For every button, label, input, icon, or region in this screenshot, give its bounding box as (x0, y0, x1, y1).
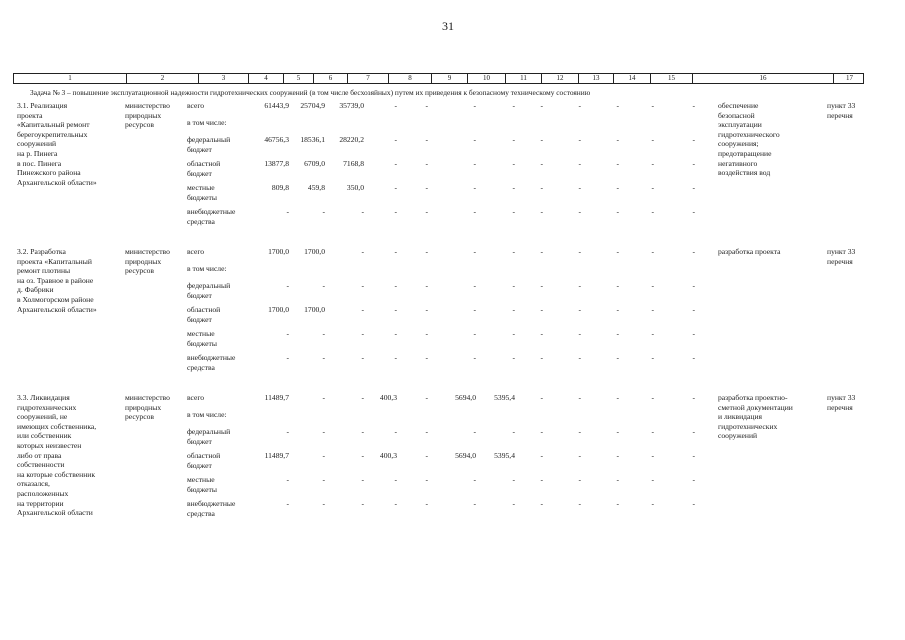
value-cell-c14: - (651, 183, 654, 192)
funding-source: местные бюджеты (187, 183, 217, 202)
value-cell-c12: - (578, 135, 581, 144)
value-cell-c4: - (286, 427, 289, 436)
value-cell-c14: - (651, 427, 654, 436)
value-cell-c4: 1700,0 (268, 247, 289, 256)
value-cell-c9: - (473, 475, 476, 484)
value-cell-c10: - (512, 305, 515, 314)
value-cell-c15: - (692, 159, 695, 168)
value-cell-c9: - (473, 207, 476, 216)
column-number-7: 7 (348, 74, 389, 83)
value-cell-c14: - (651, 281, 654, 290)
value-cell-c4: 1700,0 (268, 305, 289, 314)
value-cell-c11: - (540, 135, 543, 144)
value-cell-c13: - (616, 475, 619, 484)
value-cell-c14: - (651, 451, 654, 460)
value-cell-c11: - (540, 475, 543, 484)
funding-source: всего (187, 247, 205, 256)
value-cell-c5: - (322, 329, 325, 338)
value-cell-c7: 400,3 (379, 393, 397, 402)
value-cell-c8: - (425, 499, 428, 508)
value-cell-c8: - (425, 101, 428, 110)
value-cell-c11: - (540, 353, 543, 362)
value-cell-c15: - (692, 247, 695, 256)
funding-source: всего (187, 393, 205, 402)
value-cell-c7: - (394, 427, 397, 436)
value-cell-c14: - (651, 329, 654, 338)
column-number-1: 1 (14, 74, 127, 83)
value-cell-c11: - (540, 393, 543, 402)
value-cell-c14: - (651, 353, 654, 362)
executor: министерство природных ресурсов (125, 247, 170, 276)
value-cell-c12: - (578, 499, 581, 508)
value-cell-c12: - (578, 451, 581, 460)
value-cell-c8: - (425, 135, 428, 144)
value-cell-c10: - (512, 329, 515, 338)
funding-source: федеральный бюджет (187, 427, 231, 446)
value-cell-c10: - (512, 353, 515, 362)
value-cell-c15: - (692, 207, 695, 216)
value-cell-c6: - (361, 353, 364, 362)
executor: министерство природных ресурсов (125, 101, 170, 130)
funding-source: в том числе: (187, 264, 227, 273)
value-cell-c12: - (578, 329, 581, 338)
value-cell-c10: - (512, 159, 515, 168)
value-cell-c9: - (473, 353, 476, 362)
value-cell-c8: - (425, 207, 428, 216)
basis: пункт 33 перечня (827, 247, 856, 266)
value-cell-c11: - (540, 305, 543, 314)
value-cell-c5: - (322, 281, 325, 290)
value-cell-c6: 350,0 (346, 183, 364, 192)
value-cell-c5: 6709,0 (304, 159, 325, 168)
value-cell-c8: - (425, 183, 428, 192)
value-cell-c14: - (651, 499, 654, 508)
value-cell-c6: 7168,8 (343, 159, 364, 168)
value-cell-c7: - (394, 499, 397, 508)
value-cell-c7: 400,3 (379, 451, 397, 460)
value-cell-c10: - (512, 499, 515, 508)
value-cell-c7: - (394, 207, 397, 216)
value-cell-c7: - (394, 329, 397, 338)
executor: министерство природных ресурсов (125, 393, 170, 422)
funding-source: внебюджетные средства (187, 207, 236, 226)
value-cell-c15: - (692, 393, 695, 402)
value-cell-c13: - (616, 305, 619, 314)
value-cell-c6: - (361, 305, 364, 314)
activity-name: 3.1. Реализация проекта «Капитальный ремонт берегоукрепительных сооружений на р. Пинега в пос. Пинега Пинежского района Архангельской области» (17, 101, 97, 187)
value-cell-c9: - (473, 499, 476, 508)
value-cell-c6: - (361, 281, 364, 290)
value-cell-c8: - (425, 305, 428, 314)
value-cell-c11: - (540, 427, 543, 436)
value-cell-c13: - (616, 451, 619, 460)
value-cell-c15: - (692, 183, 695, 192)
value-cell-c14: - (651, 207, 654, 216)
value-cell-c4: 46756,3 (264, 135, 289, 144)
value-cell-c13: - (616, 499, 619, 508)
value-cell-c11: - (540, 247, 543, 256)
column-number-6: 6 (314, 74, 348, 83)
value-cell-c8: - (425, 329, 428, 338)
value-cell-c7: - (394, 353, 397, 362)
value-cell-c12: - (578, 353, 581, 362)
value-cell-c10: - (512, 247, 515, 256)
value-cell-c8: - (425, 281, 428, 290)
value-cell-c13: - (616, 135, 619, 144)
value-cell-c9: 5694,0 (455, 393, 476, 402)
value-cell-c6: - (361, 475, 364, 484)
value-cell-c6: 35739,0 (339, 101, 364, 110)
value-cell-c4: - (286, 329, 289, 338)
value-cell-c5: 1700,0 (304, 305, 325, 314)
value-cell-c4: - (286, 499, 289, 508)
value-cell-c8: - (425, 427, 428, 436)
value-cell-c10: - (512, 101, 515, 110)
funding-source: внебюджетные средства (187, 353, 236, 372)
value-cell-c13: - (616, 329, 619, 338)
value-cell-c7: - (394, 183, 397, 192)
value-cell-c8: - (425, 159, 428, 168)
value-cell-c5: 18536,1 (300, 135, 325, 144)
value-cell-c8: - (425, 247, 428, 256)
expected-result: обеспечение безопасной эксплуатации гидротехнического сооружения; предотвращение негативного воздействия вод (718, 101, 780, 178)
value-cell-c12: - (578, 159, 581, 168)
funding-source: областной бюджет (187, 305, 221, 324)
value-cell-c9: - (473, 329, 476, 338)
column-number-2: 2 (127, 74, 199, 83)
value-cell-c14: - (651, 135, 654, 144)
value-cell-c9: - (473, 183, 476, 192)
value-cell-c5: 25704,9 (300, 101, 325, 110)
value-cell-c11: - (540, 329, 543, 338)
value-cell-c9: - (473, 305, 476, 314)
value-cell-c9: - (473, 101, 476, 110)
value-cell-c13: - (616, 281, 619, 290)
value-cell-c10: - (512, 135, 515, 144)
value-cell-c10: - (512, 207, 515, 216)
value-cell-c6: - (361, 247, 364, 256)
value-cell-c13: - (616, 101, 619, 110)
value-cell-c10: 5395,4 (494, 451, 515, 460)
column-number-11: 11 (506, 74, 542, 83)
value-cell-c12: - (578, 281, 581, 290)
value-cell-c15: - (692, 475, 695, 484)
column-number-4: 4 (249, 74, 284, 83)
value-cell-c13: - (616, 183, 619, 192)
value-cell-c7: - (394, 159, 397, 168)
value-cell-c6: - (361, 393, 364, 402)
value-cell-c12: - (578, 393, 581, 402)
value-cell-c8: - (425, 475, 428, 484)
funding-source: местные бюджеты (187, 475, 217, 494)
value-cell-c10: 5395,4 (494, 393, 515, 402)
column-number-9: 9 (432, 74, 468, 83)
basis: пункт 33 перечня (827, 101, 856, 120)
column-number-10: 10 (468, 74, 506, 83)
funding-source: областной бюджет (187, 159, 221, 178)
value-cell-c15: - (692, 329, 695, 338)
value-cell-c4: - (286, 353, 289, 362)
value-cell-c7: - (394, 281, 397, 290)
value-cell-c9: - (473, 247, 476, 256)
value-cell-c4: - (286, 281, 289, 290)
value-cell-c11: - (540, 499, 543, 508)
value-cell-c4: - (286, 207, 289, 216)
value-cell-c4: 61443,9 (264, 101, 289, 110)
value-cell-c15: - (692, 305, 695, 314)
value-cell-c7: - (394, 247, 397, 256)
value-cell-c5: - (322, 427, 325, 436)
value-cell-c11: - (540, 101, 543, 110)
value-cell-c4: 13877,8 (264, 159, 289, 168)
value-cell-c8: - (425, 393, 428, 402)
value-cell-c12: - (578, 475, 581, 484)
column-number-row (13, 73, 864, 84)
value-cell-c5: - (322, 393, 325, 402)
value-cell-c14: - (651, 247, 654, 256)
funding-source: в том числе: (187, 118, 227, 127)
value-cell-c6: - (361, 207, 364, 216)
task-title: Задача № 3 – повышение эксплуатационной надежности гидротехнических сооружений (в том числе бесхозяйных) путем их приведения к безопасному техническому состоянию (30, 88, 591, 97)
value-cell-c13: - (616, 427, 619, 436)
column-number-15: 15 (651, 74, 693, 83)
value-cell-c13: - (616, 207, 619, 216)
funding-source: внебюджетные средства (187, 499, 236, 518)
value-cell-c15: - (692, 499, 695, 508)
value-cell-c15: - (692, 427, 695, 436)
value-cell-c12: - (578, 305, 581, 314)
page-number: 31 (442, 19, 454, 33)
value-cell-c12: - (578, 183, 581, 192)
value-cell-c12: - (578, 101, 581, 110)
value-cell-c14: - (651, 305, 654, 314)
value-cell-c5: 459,8 (307, 183, 325, 192)
value-cell-c14: - (651, 159, 654, 168)
value-cell-c7: - (394, 475, 397, 484)
funding-source: федеральный бюджет (187, 281, 231, 300)
value-cell-c9: - (473, 135, 476, 144)
value-cell-c5: - (322, 451, 325, 460)
value-cell-c10: - (512, 281, 515, 290)
value-cell-c13: - (616, 247, 619, 256)
value-cell-c9: - (473, 159, 476, 168)
activity-name: 3.3. Ликвидация гидротехнических сооружений, не имеющих собственника, или собственник которых неизвестен либо от права собственности на которые собственник отказался, расположенных на территории Архангельской области (17, 393, 97, 518)
value-cell-c11: - (540, 207, 543, 216)
value-cell-c5: - (322, 499, 325, 508)
value-cell-c10: - (512, 183, 515, 192)
activity-name: 3.2. Разработка проекта «Капитальный ремонт плотины на оз. Травное в районе д. Фабрики в Холмогорском районе Архангельской области» (17, 247, 97, 314)
value-cell-c11: - (540, 159, 543, 168)
value-cell-c4: 11489,7 (264, 451, 289, 460)
value-cell-c7: - (394, 101, 397, 110)
value-cell-c6: 28220,2 (339, 135, 364, 144)
value-cell-c14: - (651, 475, 654, 484)
funding-source: областной бюджет (187, 451, 221, 470)
value-cell-c6: - (361, 329, 364, 338)
column-number-3: 3 (199, 74, 249, 83)
basis: пункт 33 перечня (827, 393, 856, 412)
column-number-8: 8 (389, 74, 432, 83)
expected-result: разработка проекта (718, 247, 781, 256)
value-cell-c4: 11489,7 (264, 393, 289, 402)
value-cell-c5: - (322, 207, 325, 216)
funding-source: федеральный бюджет (187, 135, 231, 154)
value-cell-c4: - (286, 475, 289, 484)
value-cell-c12: - (578, 207, 581, 216)
column-number-13: 13 (579, 74, 614, 83)
value-cell-c15: - (692, 353, 695, 362)
value-cell-c11: - (540, 451, 543, 460)
value-cell-c6: - (361, 499, 364, 508)
value-cell-c14: - (651, 101, 654, 110)
value-cell-c8: - (425, 451, 428, 460)
value-cell-c12: - (578, 247, 581, 256)
value-cell-c15: - (692, 135, 695, 144)
value-cell-c10: - (512, 475, 515, 484)
column-number-12: 12 (542, 74, 579, 83)
value-cell-c9: - (473, 281, 476, 290)
column-number-17: 17 (846, 74, 853, 82)
value-cell-c13: - (616, 393, 619, 402)
value-cell-c13: - (616, 159, 619, 168)
value-cell-c11: - (540, 183, 543, 192)
column-number-14: 14 (614, 74, 651, 83)
value-cell-c5: - (322, 353, 325, 362)
value-cell-c11: - (540, 281, 543, 290)
value-cell-c15: - (692, 281, 695, 290)
expected-result: разработка проектно- сметной документации и ликвидация гидротехнических сооружений (718, 393, 793, 441)
column-number-5: 5 (284, 74, 314, 83)
funding-source: всего (187, 101, 205, 110)
value-cell-c6: - (361, 427, 364, 436)
value-cell-c13: - (616, 353, 619, 362)
value-cell-c4: 809,8 (271, 183, 289, 192)
value-cell-c8: - (425, 353, 428, 362)
value-cell-c10: - (512, 427, 515, 436)
funding-source: в том числе: (187, 410, 227, 419)
value-cell-c15: - (692, 101, 695, 110)
column-number-16: 16 (693, 74, 834, 83)
value-cell-c9: - (473, 427, 476, 436)
funding-source: местные бюджеты (187, 329, 217, 348)
value-cell-c7: - (394, 305, 397, 314)
value-cell-c14: - (651, 393, 654, 402)
value-cell-c9: 5694,0 (455, 451, 476, 460)
value-cell-c12: - (578, 427, 581, 436)
value-cell-c6: - (361, 451, 364, 460)
value-cell-c15: - (692, 451, 695, 460)
value-cell-c5: 1700,0 (304, 247, 325, 256)
value-cell-c5: - (322, 475, 325, 484)
value-cell-c7: - (394, 135, 397, 144)
